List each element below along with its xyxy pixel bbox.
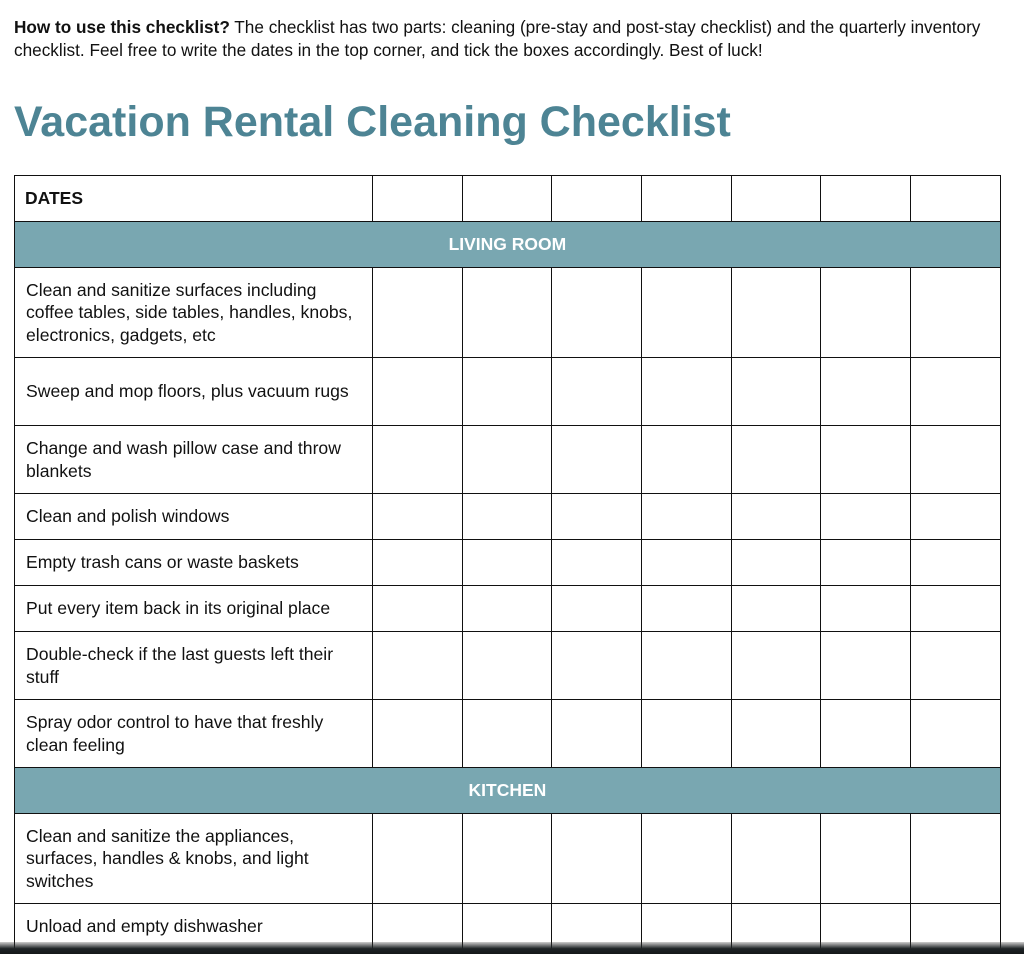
task-row: [15, 540, 1001, 586]
date-cell[interactable]: [373, 176, 463, 222]
checkbox-cell[interactable]: [552, 700, 642, 768]
checkbox-cell[interactable]: [552, 540, 642, 586]
checkbox-cell[interactable]: [373, 540, 463, 586]
task-row: [15, 494, 1001, 540]
checkbox-cell[interactable]: [642, 632, 732, 700]
checkbox-cell[interactable]: [731, 586, 821, 632]
screen-bottom-edge: [0, 942, 1024, 954]
task-label: Unload and empty dishwasher: [15, 904, 373, 950]
checkbox-cell[interactable]: [731, 814, 821, 904]
checkbox-cell[interactable]: [731, 494, 821, 540]
dates-label: DATES: [15, 176, 373, 222]
checkbox-cell[interactable]: [462, 268, 552, 358]
date-cell[interactable]: [642, 176, 732, 222]
checkbox-cell[interactable]: [462, 632, 552, 700]
checkbox-cell[interactable]: [821, 700, 911, 768]
checkbox-cell[interactable]: [373, 814, 463, 904]
instructions-heading: How to use this checklist?: [14, 17, 230, 37]
task-row: [15, 700, 1001, 768]
checkbox-cell[interactable]: [373, 494, 463, 540]
date-cell[interactable]: [911, 176, 1001, 222]
checkbox-cell[interactable]: [911, 426, 1001, 494]
checklist-table: [14, 175, 1001, 950]
task-row: [15, 426, 1001, 494]
checkbox-cell[interactable]: [462, 540, 552, 586]
task-row: [15, 632, 1001, 700]
task-label: Double-check if the last guests left their stuff: [15, 632, 373, 700]
checkbox-cell[interactable]: [552, 632, 642, 700]
checkbox-cell[interactable]: [462, 586, 552, 632]
task-label: Clean and polish windows: [15, 494, 373, 540]
checkbox-cell[interactable]: [821, 268, 911, 358]
checkbox-cell[interactable]: [642, 268, 732, 358]
checkbox-cell[interactable]: [731, 426, 821, 494]
checkbox-cell[interactable]: [911, 358, 1001, 426]
date-cell[interactable]: [821, 176, 911, 222]
date-cell[interactable]: [552, 176, 642, 222]
checkbox-cell[interactable]: [821, 358, 911, 426]
task-label: Empty trash cans or waste baskets: [15, 540, 373, 586]
task-label: Change and wash pillow case and throw blankets: [15, 426, 373, 494]
instructions-text: The checklist has two parts: cleaning (pre-stay and post-stay checklist) and the quarterly inventory checklist. Feel free to write the dates in the top corner, and tick the boxes accordingly. Best of luck!: [14, 17, 981, 60]
checkbox-cell[interactable]: [552, 426, 642, 494]
task-label: Put every item back in its original place: [15, 586, 373, 632]
task-label: Sweep and mop floors, plus vacuum rugs: [15, 358, 373, 426]
instructions-paragraph: [14, 16, 1019, 62]
checkbox-cell[interactable]: [642, 700, 732, 768]
task-row: [15, 586, 1001, 632]
checkbox-cell[interactable]: [731, 268, 821, 358]
checkbox-cell[interactable]: [911, 700, 1001, 768]
checkbox-cell[interactable]: [911, 494, 1001, 540]
checkbox-cell[interactable]: [552, 586, 642, 632]
checkbox-cell[interactable]: [552, 358, 642, 426]
checkbox-cell[interactable]: [373, 700, 463, 768]
checkbox-cell[interactable]: [731, 358, 821, 426]
checkbox-cell[interactable]: [642, 426, 732, 494]
checkbox-cell[interactable]: [462, 700, 552, 768]
task-row: [15, 268, 1001, 358]
task-row: [15, 814, 1001, 904]
checkbox-cell[interactable]: [911, 814, 1001, 904]
date-cell[interactable]: [462, 176, 552, 222]
section-header-row: [15, 768, 1001, 814]
checkbox-cell[interactable]: [821, 814, 911, 904]
checkbox-cell[interactable]: [642, 540, 732, 586]
checkbox-cell[interactable]: [731, 632, 821, 700]
task-row: [15, 358, 1001, 426]
checkbox-cell[interactable]: [462, 494, 552, 540]
checkbox-cell[interactable]: [642, 814, 732, 904]
checkbox-cell[interactable]: [462, 358, 552, 426]
checkbox-cell[interactable]: [373, 358, 463, 426]
section-header: LIVING ROOM: [15, 222, 1001, 268]
checkbox-cell[interactable]: [821, 586, 911, 632]
checkbox-cell[interactable]: [642, 358, 732, 426]
checkbox-cell[interactable]: [821, 632, 911, 700]
checkbox-cell[interactable]: [462, 814, 552, 904]
checkbox-cell[interactable]: [731, 540, 821, 586]
checkbox-cell[interactable]: [373, 426, 463, 494]
checkbox-cell[interactable]: [552, 268, 642, 358]
task-label: Clean and sanitize surfaces including coffee tables, side tables, handles, knobs, electronics, gadgets, etc: [15, 268, 373, 358]
checkbox-cell[interactable]: [642, 494, 732, 540]
checkbox-cell[interactable]: [373, 586, 463, 632]
section-header: KITCHEN: [15, 768, 1001, 814]
checkbox-cell[interactable]: [911, 540, 1001, 586]
dates-row: [15, 176, 1001, 222]
checkbox-cell[interactable]: [911, 632, 1001, 700]
checkbox-cell[interactable]: [552, 494, 642, 540]
date-cell[interactable]: [731, 176, 821, 222]
checkbox-cell[interactable]: [911, 586, 1001, 632]
checkbox-cell[interactable]: [821, 494, 911, 540]
checkbox-cell[interactable]: [373, 268, 463, 358]
task-label: Clean and sanitize the appliances, surfaces, handles & knobs, and light switches: [15, 814, 373, 904]
checkbox-cell[interactable]: [731, 700, 821, 768]
section-header-row: [15, 222, 1001, 268]
checkbox-cell[interactable]: [642, 586, 732, 632]
checkbox-cell[interactable]: [373, 632, 463, 700]
checkbox-cell[interactable]: [911, 268, 1001, 358]
task-label: Spray odor control to have that freshly clean feeling: [15, 700, 373, 768]
checkbox-cell[interactable]: [462, 426, 552, 494]
page-title: Vacation Rental Cleaning Checklist: [14, 98, 731, 146]
checkbox-cell[interactable]: [821, 426, 911, 494]
checkbox-cell[interactable]: [821, 540, 911, 586]
checkbox-cell[interactable]: [552, 814, 642, 904]
